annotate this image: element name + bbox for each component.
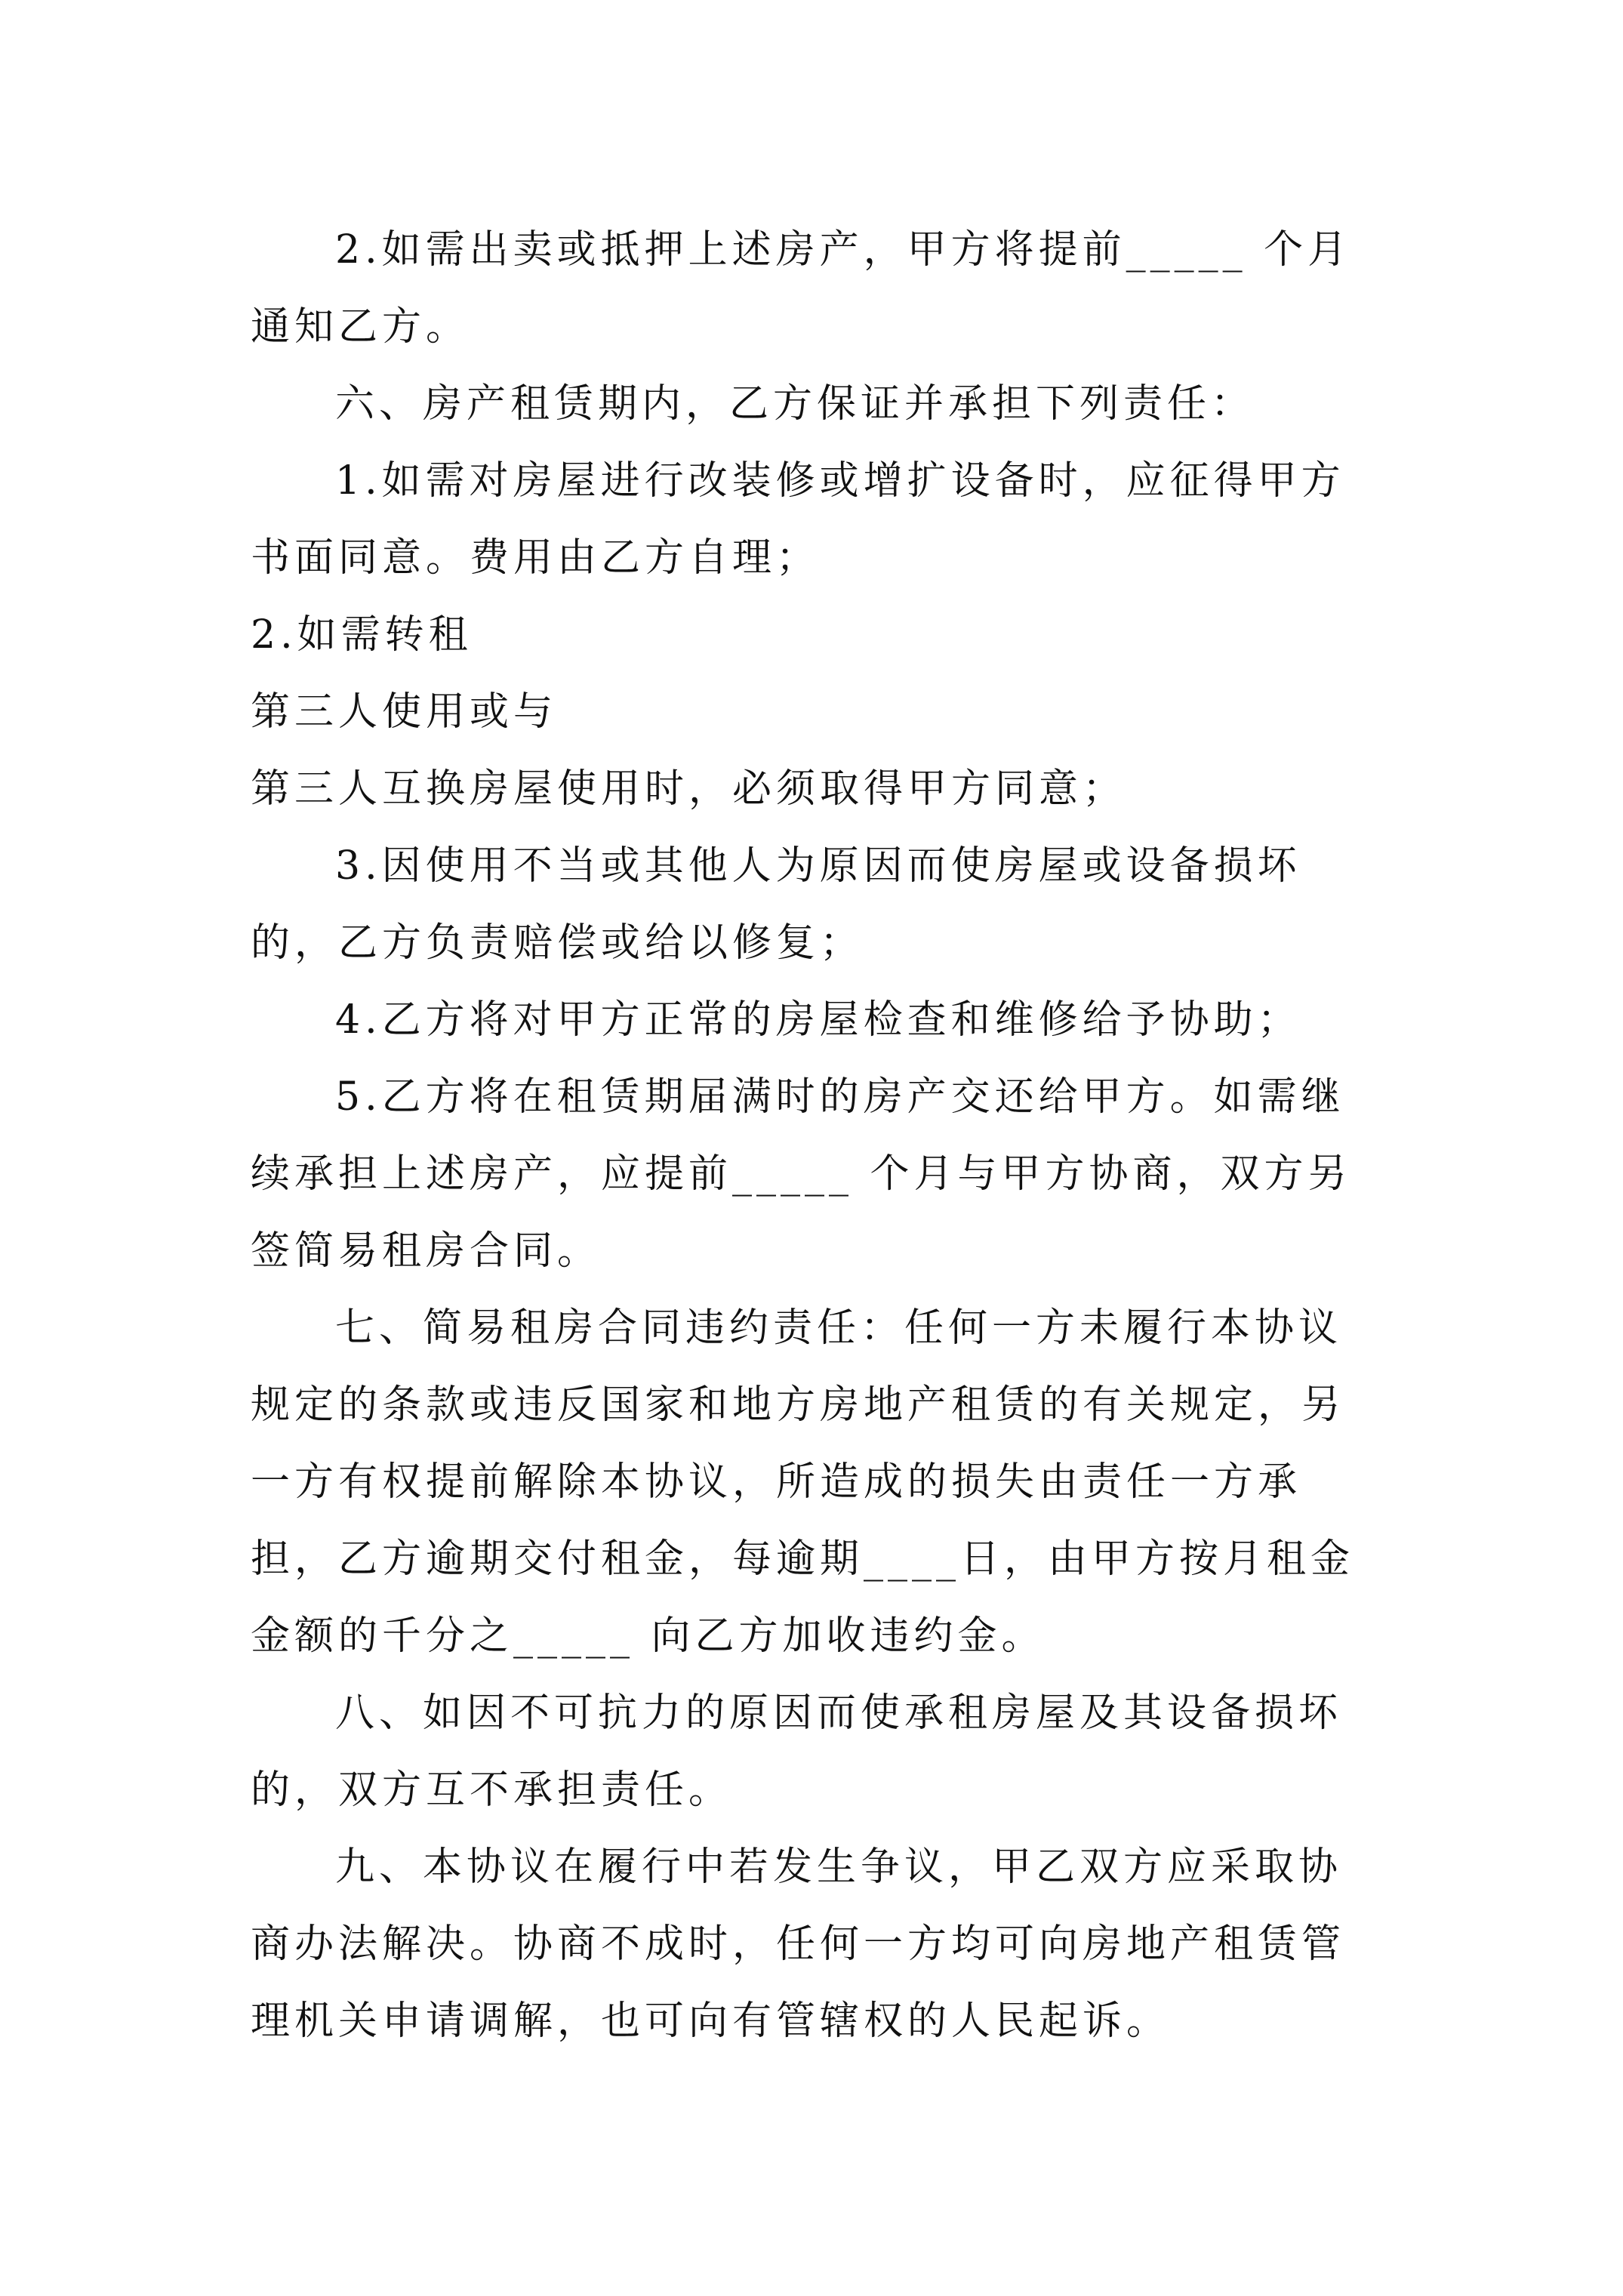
clause-6-item-4: 4.乙方将对甲方正常的房屋检查和维修给予协助； xyxy=(335,997,1301,1043)
clause-6-item-3: 3.因使用不当或其他人为原因而使房屋或设备损坏的，乙方负责赔偿或给以修复； xyxy=(251,843,1301,966)
clause-5-item-2: 2.如需出卖或抵押上述房产，甲方将提前_____ 个月通知乙方。 xyxy=(251,227,1352,350)
clause-9: 九、本协议在履行中若发生争议，甲乙双方应采取协商办法解决。协商不成时，任何一方均可向房地产租赁管理机关申请调解，也可向有管辖权的人民起诉。 xyxy=(251,1845,1346,2044)
clause-6-item-2-part-2: 第三人使用或与 xyxy=(251,689,558,735)
clause-6-item-5: 5.乙方将在租赁期届满时的房产交还给甲方。如需继续承担上述房产，应提前_____ 个月与甲方协商，双方另签简易租房合同。 xyxy=(251,1074,1352,1274)
clause-6-item-2-part-1: 2.如需转租 xyxy=(251,612,473,658)
clause-6-heading: 六、房产租赁期内，乙方保证并承担下列责任： xyxy=(335,381,1255,427)
clause-8: 八、如因不可抗力的原因而使承租房屋及其设备损坏的，双方互不承担责任。 xyxy=(251,1690,1343,1813)
contract-body xyxy=(251,211,1381,2060)
clause-6-item-2-part-3: 第三人互换房屋使用时，必须取得甲方同意； xyxy=(251,766,1127,812)
clause-7: 七、简易租房合同违约责任：任何一方未履行本协议规定的条款或违反国家和地方房地产租赁的有关规定，另一方有权提前解除本协议，所造成的损失由责任一方承担，乙方逾期交付租金，每逾期____日，由甲方按月租金金额的千分之_____ 向乙方加收违约金。 xyxy=(251,1305,1355,1659)
clause-6-item-1: 1.如需对房屋进行改装修或增扩设备时，应征得甲方书面同意。费用由乙方自理； xyxy=(251,458,1345,581)
